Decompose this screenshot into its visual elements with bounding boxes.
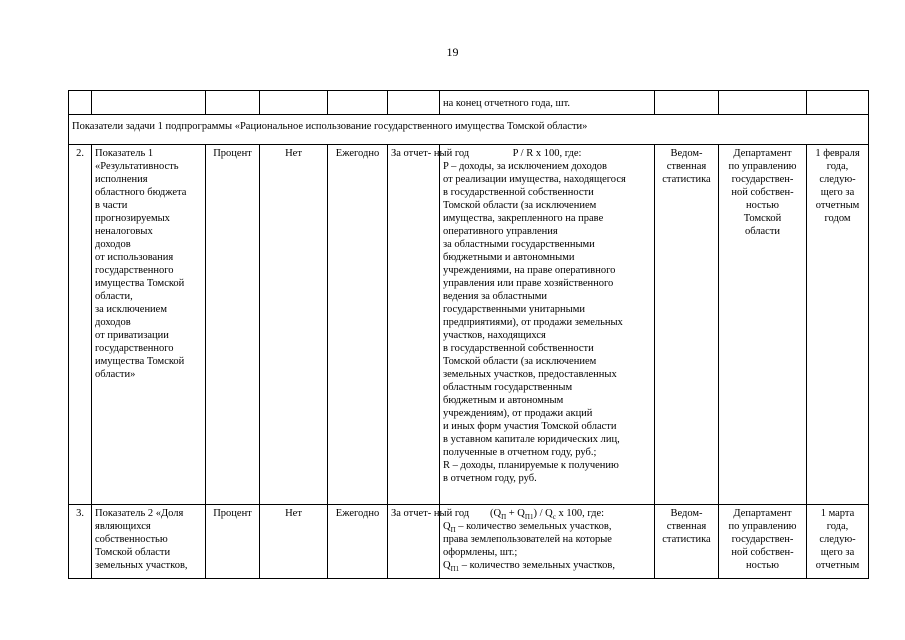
formula-head: P / R x 100, где: bbox=[512, 148, 582, 159]
formula-cell-continued: на конец отчетного года, шт. bbox=[440, 91, 655, 115]
flag-cell: Нет bbox=[260, 505, 328, 579]
page-number: 19 bbox=[446, 45, 459, 59]
row-number: 2. bbox=[69, 145, 92, 505]
period-cell: За отчет- ный год bbox=[388, 505, 440, 579]
formula-cell bbox=[440, 145, 655, 505]
formula-line: права землепользователей на которые bbox=[443, 534, 612, 545]
cell-empty bbox=[719, 91, 807, 115]
deadline-cell: 1 февраля года, следую- щего за отчетным годом bbox=[807, 145, 869, 505]
cell-empty bbox=[807, 91, 869, 115]
cell-empty bbox=[92, 91, 206, 115]
cell-empty bbox=[69, 91, 92, 115]
cell-empty bbox=[260, 91, 328, 115]
formula-body: P – доходы, за исключением доходов от реализации имущества, находящегося в государственной собственности Томской области (за исключением имущества, закрепленного на праве оперативного управления за областными государственными бюджетными и автономными учреждениями, на праве оперативного управления или праве хозяйственного ведения за областными государственными унитарными предприятиями), от продажи земельных участков, находящихся в государственной собственности Томской области (за исключением земельных участков, предоставленных областным государственным бюджетным и автономным учреждениям), от продажи акций и иных форм участия Томской области в уставном капитале юридических лиц, полученные в отчетном году, руб.; R – доходы, планируемые к получению в отчетном году, руб. bbox=[443, 161, 626, 484]
source-cell: Ведом- ственная статистика bbox=[655, 145, 719, 505]
formula-line: $Q_П$ – количество земельных участков, bbox=[443, 521, 612, 535]
indicator-name: Показатель 2 «Доля являющихся собственностью Томской области земельных участков, bbox=[92, 505, 206, 579]
source-cell: Ведом- ственная статистика bbox=[655, 505, 719, 579]
indicator-name: Показатель 1 «Результативность исполнения областного бюджета в части прогнозируемых неналоговых доходов от использования государственного имущества Томской области, за исключением доходов от приватизации государственного имущества Томской области» bbox=[92, 145, 206, 505]
responsible-cell: Департамент по управлению государствен- ной собствен- ностью bbox=[719, 505, 807, 579]
section-header-row bbox=[69, 115, 869, 145]
unit-cell: Процент bbox=[206, 145, 260, 505]
frequency-cell: Ежегодно bbox=[328, 505, 388, 579]
cell-empty bbox=[206, 91, 260, 115]
deadline-cell: 1 марта года, следую- щего за отчетным bbox=[807, 505, 869, 579]
cell-empty bbox=[328, 91, 388, 115]
frequency-cell: Ежегодно bbox=[328, 145, 388, 505]
flag-cell: Нет bbox=[260, 145, 328, 505]
responsible-cell: Департамент по управлению государствен- ной собствен- ностью Томской области bbox=[719, 145, 807, 505]
section-header: Показатели задачи 1 подпрограммы «Рациональное использование государственного имущества Томской области» bbox=[69, 115, 869, 145]
cell-empty bbox=[388, 91, 440, 115]
unit-cell: Процент bbox=[206, 505, 260, 579]
formula-cell bbox=[440, 505, 655, 579]
row-number: 3. bbox=[69, 505, 92, 579]
cell-empty bbox=[655, 91, 719, 115]
table-row-continued bbox=[69, 91, 869, 115]
formula-line: оформлены, шт.; bbox=[443, 547, 518, 558]
formula-head: $(Q_П + Q_{П1}) / Q_с$ x 100, где: bbox=[489, 508, 605, 522]
table-row bbox=[69, 145, 869, 505]
table-row bbox=[69, 505, 869, 579]
indicators-table bbox=[68, 90, 869, 579]
period-cell: За отчет- ный год bbox=[388, 145, 440, 505]
formula-line: $Q_{П1}$ – количество земельных участков, bbox=[443, 560, 615, 574]
